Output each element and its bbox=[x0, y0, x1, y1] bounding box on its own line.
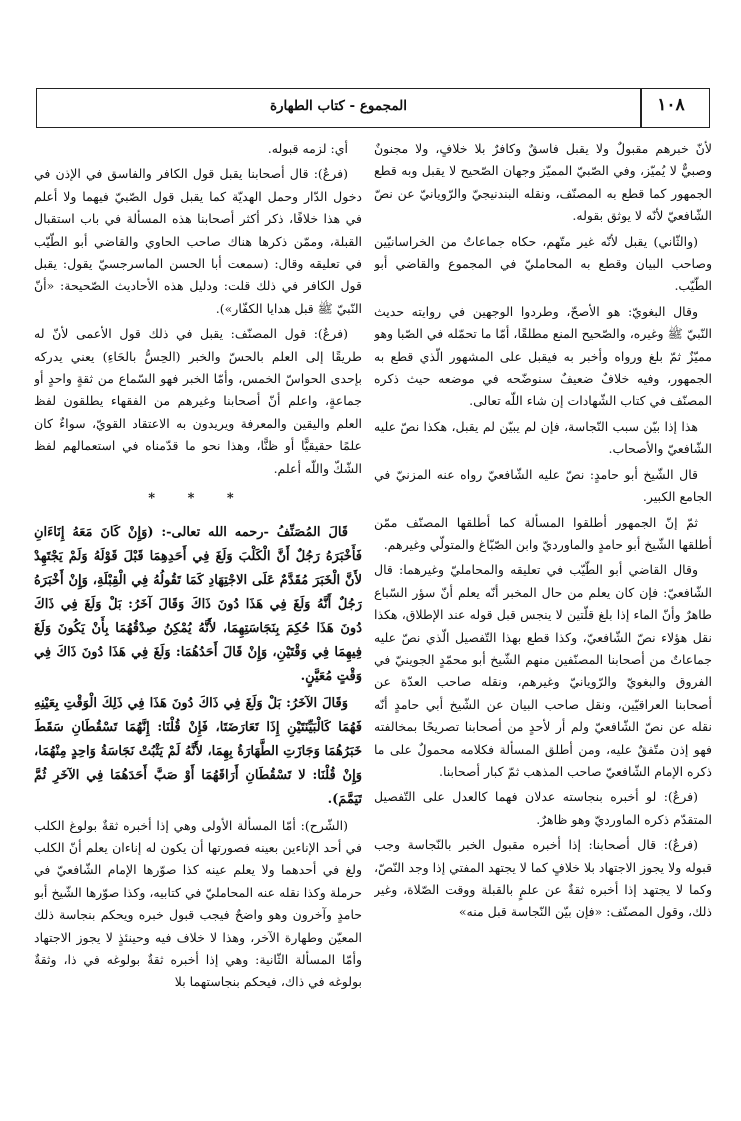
paragraph: (فرعٌ): قال أصحابنا: إذا أخبره مقبول الخبر بالنّجاسة وجب قبوله ولا يجوز الاجتهاد بلا خلافٍ كما لا يجتهد المفتي إذا وجد النّصّ، وكما لا يجتهد إذا أخبره ثقةٌ عن علمٍ بالقبلة ووقت الصّلاة، وغير ذلك، وقول المصنّف: «فإن بيّن النّجاسة قبل منه» bbox=[374, 837, 712, 920]
paragraph: ثمّ إنّ الجمهور أطلقوا المسألة كما أطلقها المصنّف ممّن أطلقها الشّيخ أبو حامدٍ والماورديّ وابن الصّبّاغ والمتولّي وغيرهم. bbox=[374, 514, 712, 552]
page-number: ١٠٨ bbox=[657, 95, 685, 115]
paragraph: هذا إذا بيّن سبب النّجاسة، فإن لم يبيّن لم يقبل، هكذا نصّ عليه الشّافعيّ والأصحاب. bbox=[374, 418, 712, 457]
paragraph: لأنّ خبرهم مقبولٌ ولا يقبل فاسقٌ وكافرٌ بلا خلافٍ، ولا مجنونٌ وصبيٌّ لا يُميّز، وفي الصّبيّ المميّز وجهان الصّحيح لا يقبل وبه قطع الجمهور كما قطع به المصنّف، ونقله البندنيجيّ والرّويانيّ عن نصّ الشّافعيّ لأنّه لا يوثق بقوله. bbox=[374, 141, 712, 224]
paragraph: (والثّاني) يقبل لأنّه غير متّهم، حكاه جماعاتٌ من الخراسانيّين وصاحب البيان وقطع به المحامليّ في المجموع والقاضي أبو الطّيّب. bbox=[374, 233, 712, 294]
matn-paragraph: قَالَ المُصَنِّفُ -رحمه الله تعالى-: (وَإِنْ كَانَ مَعَهُ إِنَاءَانِ فَأَخْبَرَهُ رَجُلٌ أَنَّ الْكَلْبَ وَلَغَ فِي أَحَدِهِمَا قَبْلَ قَوْلَهُ وَلَمْ يَجْتَهِدْ لأَنَّ الْخَبَرَ مُقَدَّمٌ عَلَى الاجْتِهَادِ كَمَا تَقُولُهُ فِي الْقِبْلَةِ، وَإِنْ أَخْبَرَهُ رَجُلٌ أَنَّهُ وَلَغَ فِي هَذَا دُونَ ذَاكَ وَقَالَ آخَرُ: بَلْ وَلَغَ فِي ذَاكَ دُونَ هَذَا حُكِمَ بِنَجَاسَتِهِمَا، لأَنَّهُ يُمْكِنُ صِدْقُهُمَا بِأَنْ يَكُونَ وَلَغَ فِيهِمَا فِي وَقْتَيْنِ، وَإِنْ قَالَ أَحَدُهُمَا: وَلَغَ فِي هَذَا دُونَ ذَاكَ فِي وَقْتٍ مُعَيَّنٍ. bbox=[34, 524, 362, 684]
right-column bbox=[374, 138, 712, 1113]
left-column bbox=[34, 138, 362, 1113]
paragraph: وقال القاضي أبو الطّيّب في تعليقه والمحامليّ وغيرهما: قال الشّافعيّ: فإن كان يعلم من حال المخبر أنّه يعلم أنّ سؤر السّباع طاهرٌ وأنّ الماء إذا بلغ قلّتين لا ينجس قبل قوله عند الإطلاق، هكذا نقل هؤلاء نصّ الشّافعيّ، وكذا قطع بهذا التّفصيل الّذي نصّ عليه جماعاتٌ من أصحابنا المصنّفين منهم الشّيخ أبو محمّدٍ الجوينيّ في الفروق والبغويّ والرّويانيّ وغيرهم، ونقله صاحب العدّة عن أصحابنا العراقيّين، ونقل صاحب البيان عن الشّيخ أبي حامدٍ أنّه نقله عن نصّ الشّافعيّ ولم أر لأحدٍ من أصحابنا تصريحًا بمخالفته فهو إذن متّفقٌ عليه، ومن أطلق المسألة فكلامه محمولٌ على ما ذكره الإمام الشّافعيّ صاحب المذهب ثمّ كبار أصحابنا. bbox=[374, 562, 712, 779]
paragraph: وقال البغويّ: هو الأصحّ، وطردوا الوجهين في روايته حديث النّبيّ ﷺ وغيره، والصّحيح المنع مطلقًا، أمّا ما تحمّله في الصّبا وهو مميّزٌ ثمّ بلغ ورواه وأخبر به فيقبل على المشهور الّذي قطع به الجمهور، وفيه خلافٌ ضعيفٌ سنوضّحه في موضعه حيث ذكره المصنّف في كتاب الشّهادات إن شاء اللّه تعالى. bbox=[374, 303, 712, 409]
page-header bbox=[36, 88, 710, 128]
running-title: المجموع - كتاب الطهارة bbox=[269, 98, 408, 114]
paragraph: (فرعٌ): قال أصحابنا يقبل قول الكافر والفاسق في الإذن في دخول الدّار وحمل الهديّة كما يقبل قول الصّبيّ فيهما ولا أعلم في هذا خلافًا، ذكر أكثر أصحابنا هذه المسألة في باب استقبال القبلة، وممّن ذكرها هناك صاحب الحاوي والقاضي أبو الطّيّب في تعليقه وقال: (سمعت أبا الحسن الماسرجسيّ يقول: يقبل قول الكافر في ذلك قلت: ودليل هذه الأحاديث الصّحيحة: «أنّ النّبيّ ﷺ قبل هدايا الكفّار»). bbox=[34, 166, 362, 316]
matn-paragraph: وَقَالَ الآخَرُ: بَلْ وَلَغَ فِي ذَاكَ دُونَ هَذَا فِي ذَلِكَ الْوَقْتِ بِعَيْنِهِ فَهُمَا كَالْبَيِّنَتَيْنِ إِذَا تَعَارَضَتَا، فَإِنْ قُلْنَا: إِنَّهُمَا تَسْقُطَانِ سَقَطَ خَبَرُهُمَا وَجَازَتِ الطَّهَارَةُ بِهِمَا، لأَنَّهُ لَمْ يَثْبُتْ نَجَاسَةُ وَاحِدٍ مِنْهُمَا، وَإِنْ قُلْنَا: لا تَسْقُطَانِ أَرَاقَهُمَا أَوْ صَبَّ أَحَدَهُمَا فِي الآخَرِ ثُمَّ تَيَمَّمَ). bbox=[34, 695, 362, 807]
paragraph: (فرعٌ): قول المصنّف: يقبل في ذلك قول الأعمى لأنّ له طريقًا إلى العلم بالحسّ والخبر (الحِسُّ بالحَاءِ) يعني يدركه بإحدى الحواسّ الخمس، وأمّا الخبر فهو السّماع من ثقةٍ واحدٍ أو جماعةٍ، واعلم أنّ أصحابنا وغيرهم من الفقهاء يطلقون لفظ العلم واليقين والمعرفة ويريدون به الاعتقاد القويّ، سواءٌ كان علمًا حقيقيًّا أو ظنًّا، وهذا نحو ما قدّمناه في استعمالهم لفظ الشّكّ واللّه أعلم. bbox=[34, 326, 362, 476]
paragraph: أي: لزمه قبوله. bbox=[267, 141, 348, 156]
paragraph: (فرعٌ): لو أخبره بنجاسته عدلان فهما كالعدل على التّفصيل المتقدّم ذكره الماورديّ وهو ظاهرٌ. bbox=[374, 789, 712, 827]
paragraph: قال الشّيخ أبو حامدٍ: نصّ عليه الشّافعيّ رواه عنه المزنيّ في الجامع الكبير. bbox=[374, 466, 712, 505]
section-separator-stars: * * * bbox=[148, 491, 248, 507]
paragraph: (الشّرح): أمّا المسألة الأولى وهي إذا أخبره ثقةٌ بولوغ الكلب في أحد الإناءين بعينه فصورتها أن يكون له إناءان يعلم أنّ الكلب ولغ في أحدهما ولا يعلم عينه كذا صوّرها الإمام الشّافعيّ في حرملة وكذا نقله عنه المحامليّ في كتابيه، وكذا صوّرها الشّيخ أبو حامدٍ وآخرون وهو واضحٌ فيجب قبول خبره ويحكم بنجاسة ذلك المعيّن وطهارة الآخر، وهذا لا خلاف فيه وحينئذٍ لا يجوز الاجتهاد وأمّا المسألة الثّانية: وهي إذا أخبره ثقةٌ بولوغه في ذا، وثقةٌ بولوغه في ذاك، فيحكم بنجاستهما بلا bbox=[34, 817, 362, 990]
